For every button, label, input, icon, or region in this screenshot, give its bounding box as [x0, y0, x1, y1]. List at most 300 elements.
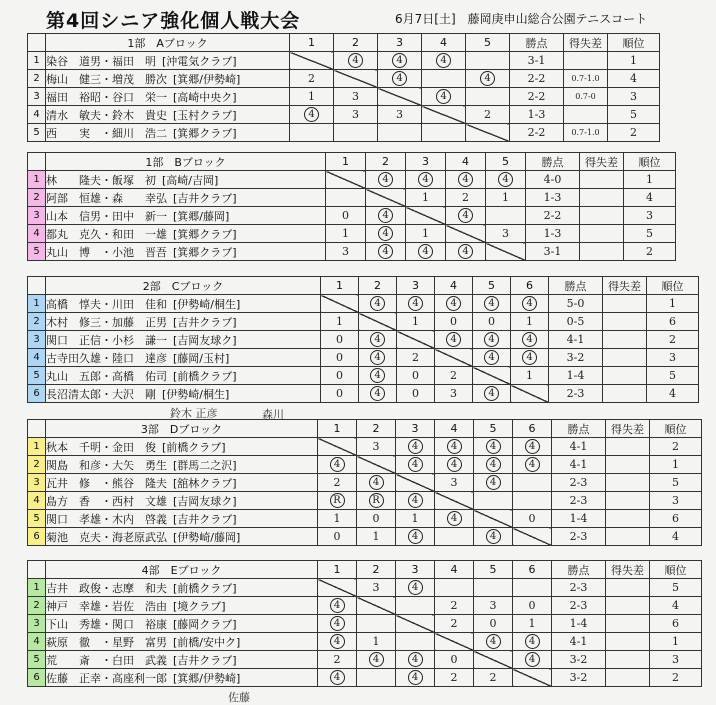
win-mark: 4: [525, 652, 540, 667]
game-difference: [580, 225, 624, 243]
block-table: [27, 276, 699, 403]
game-difference: [603, 295, 647, 313]
opponent-col-header: 2: [334, 34, 378, 52]
wins-points: 0-5: [549, 313, 603, 331]
match-result: 0: [473, 313, 511, 331]
game-difference: 0.7-1.0: [564, 124, 608, 142]
match-result: [422, 124, 466, 142]
rank: 1: [647, 295, 699, 313]
match-result: 0: [321, 349, 359, 367]
game-difference: [564, 106, 608, 124]
wins-header: 勝点: [526, 153, 580, 171]
player-names: 梅山 健三・増茂 勝次: [46, 72, 167, 86]
match-result: [474, 579, 513, 597]
player-names: 荒 斎 ・白田 武義: [46, 653, 167, 667]
wins-header: 勝点: [549, 277, 603, 295]
match-result: [474, 492, 513, 510]
win-mark: 4: [408, 493, 423, 508]
match-result: 1: [326, 225, 366, 243]
match-result: 0: [474, 615, 513, 633]
opponent-col-header: 4: [422, 34, 466, 52]
win-mark: 4: [370, 332, 385, 347]
match-result: [357, 651, 396, 669]
win-mark: R: [330, 493, 345, 508]
club-name: [伊勢崎/桐生]: [162, 387, 230, 401]
opponent-col-header: 6: [513, 561, 552, 579]
handwritten-note: 森川: [262, 408, 284, 421]
match-result: 1: [290, 88, 334, 106]
row-number: 1: [28, 295, 46, 313]
win-mark: 4: [486, 529, 501, 544]
row-number: 5: [28, 651, 46, 669]
player-names: 丸山 博 ・小池 晋吾: [46, 245, 167, 259]
corner-cell: [28, 277, 46, 295]
club-name: [箕郷クラブ]: [173, 245, 237, 259]
wins-points: 2-3: [552, 528, 606, 546]
rank: 3: [650, 492, 702, 510]
wins-points: 3-2: [552, 651, 606, 669]
row-number: 4: [28, 225, 46, 243]
self-match-cell: [513, 528, 552, 546]
match-result: [435, 510, 474, 528]
wins-points: 1-3: [526, 189, 580, 207]
pair-names: [46, 124, 290, 142]
match-result: 1: [318, 510, 357, 528]
win-mark: 4: [369, 475, 384, 490]
wins-points: 4-1: [552, 456, 606, 474]
match-result: 3: [326, 243, 366, 261]
pair-names: [46, 295, 321, 313]
win-mark: 4: [378, 172, 393, 187]
game-difference: [603, 331, 647, 349]
row-number: 1: [28, 438, 46, 456]
wins-header: 勝点: [510, 34, 564, 52]
match-result: [474, 528, 513, 546]
player-row: [28, 295, 699, 313]
pair-names: [46, 106, 290, 124]
match-result: [486, 171, 526, 189]
block-name: 3部 Dブロック: [46, 420, 318, 438]
win-mark: 4: [408, 652, 423, 667]
player-names: 阿部 恒雄・森 幸弘: [46, 191, 167, 205]
win-mark: 4: [458, 244, 473, 259]
match-result: 0: [513, 597, 552, 615]
pair-names: [46, 456, 318, 474]
player-names: 関島 和彦・大矢 勇生: [46, 458, 167, 472]
wins-points: 1-3: [526, 225, 580, 243]
win-mark: 4: [486, 634, 501, 649]
match-result: [422, 52, 466, 70]
match-result: [378, 52, 422, 70]
player-row: [28, 651, 702, 669]
self-match-cell: [396, 474, 435, 492]
player-row: [28, 189, 676, 207]
self-match-cell: [513, 669, 552, 687]
match-result: 1: [513, 615, 552, 633]
block-name: 1部 Bブロック: [46, 153, 326, 171]
match-result: [366, 243, 406, 261]
win-mark: 4: [458, 172, 473, 187]
win-mark: 4: [484, 350, 499, 365]
win-mark: 4: [408, 296, 423, 311]
win-mark: 4: [480, 71, 495, 86]
game-difference: [606, 615, 650, 633]
match-result: [397, 295, 435, 313]
rank: 1: [608, 52, 660, 70]
self-match-cell: [435, 349, 473, 367]
match-result: 0: [357, 510, 396, 528]
player-row: [28, 243, 676, 261]
self-match-cell: [357, 456, 396, 474]
self-match-cell: [397, 331, 435, 349]
match-result: [334, 124, 378, 142]
pair-names: [46, 528, 318, 546]
win-mark: 4: [392, 53, 407, 68]
match-result: 2: [435, 615, 474, 633]
self-match-cell: [473, 367, 511, 385]
win-mark: 4: [486, 475, 501, 490]
game-difference: [564, 52, 608, 70]
match-result: 2: [318, 651, 357, 669]
game-difference: 0.7-1.0: [564, 70, 608, 88]
club-name: [高崎/吉岡]: [162, 173, 219, 187]
player-row: [28, 124, 660, 142]
win-mark: 4: [525, 457, 540, 472]
row-number: 5: [28, 124, 46, 142]
match-result: [473, 349, 511, 367]
match-result: 2: [466, 106, 510, 124]
game-difference: [603, 313, 647, 331]
win-mark: 4: [330, 634, 345, 649]
win-mark: 4: [484, 332, 499, 347]
player-row: [28, 331, 699, 349]
club-name: [前橋クラブ]: [173, 581, 237, 595]
row-number: 3: [28, 88, 46, 106]
game-difference: 0.7-0: [564, 88, 608, 106]
match-result: 2: [435, 597, 474, 615]
match-result: [474, 438, 513, 456]
opponent-col-header: 1: [318, 561, 357, 579]
handwritten-note: 佐藤: [228, 691, 250, 704]
row-number: 5: [28, 243, 46, 261]
opponent-col-header: 5: [466, 34, 510, 52]
club-name: [吉井クラブ]: [173, 191, 237, 205]
player-names: 都丸 克久・和田 一雄: [46, 227, 167, 241]
match-result: [513, 456, 552, 474]
player-row: [28, 385, 699, 403]
club-name: [吉井クラブ]: [173, 653, 237, 667]
match-result: [474, 633, 513, 651]
wins-points: 3-1: [526, 243, 580, 261]
match-result: [435, 438, 474, 456]
row-number: 3: [28, 207, 46, 225]
wins-points: 2-3: [552, 597, 606, 615]
opponent-col-header: 3: [396, 420, 435, 438]
pair-names: [46, 492, 318, 510]
opponent-col-header: 4: [446, 153, 486, 171]
pair-names: [46, 510, 318, 528]
club-name: [吉井クラブ]: [173, 512, 237, 526]
match-result: 2: [435, 367, 473, 385]
club-name: [箕郷クラブ]: [173, 227, 237, 241]
player-row: [28, 171, 676, 189]
game-difference: [603, 349, 647, 367]
player-row: [28, 669, 702, 687]
match-result: [406, 243, 446, 261]
rank: 5: [624, 225, 676, 243]
self-match-cell: [334, 70, 378, 88]
opponent-col-header: 5: [473, 277, 511, 295]
match-result: [366, 207, 406, 225]
opponent-col-header: 1: [318, 420, 357, 438]
player-names: 染谷 道男・福田 明: [46, 54, 156, 68]
match-result: [513, 579, 552, 597]
opponent-col-header: 5: [486, 153, 526, 171]
player-names: 島方 香 ・西村 文雄: [46, 494, 167, 508]
row-number: 5: [28, 367, 46, 385]
rank: 1: [650, 633, 702, 651]
opponent-col-header: 3: [397, 277, 435, 295]
rank: 3: [650, 651, 702, 669]
row-number: 2: [28, 313, 46, 331]
game-difference: [606, 510, 650, 528]
wins-header: 勝点: [552, 420, 606, 438]
row-number: 5: [28, 510, 46, 528]
block-name: 4部 Eブロック: [46, 561, 318, 579]
match-result: 1: [357, 633, 396, 651]
club-name: [舘林クラブ]: [173, 476, 237, 490]
player-names: 関口 正信・小杉 謙一: [46, 333, 167, 347]
match-result: [406, 171, 446, 189]
club-name: [前橋クラブ]: [173, 369, 237, 383]
rank: 6: [647, 313, 699, 331]
player-row: [28, 474, 702, 492]
self-match-cell: [435, 633, 474, 651]
match-result: [435, 528, 474, 546]
pair-names: [46, 651, 318, 669]
wins-points: 3-2: [552, 669, 606, 687]
player-names: 秋本 千明・金田 俊: [46, 440, 156, 454]
match-result: 1: [406, 189, 446, 207]
win-mark: 4: [458, 208, 473, 223]
match-result: 0: [318, 528, 357, 546]
match-result: 3: [486, 225, 526, 243]
win-mark: 4: [522, 332, 537, 347]
win-mark: 4: [525, 634, 540, 649]
row-number: 3: [28, 331, 46, 349]
rank: 2: [624, 243, 676, 261]
pair-names: [46, 243, 326, 261]
match-result: [396, 579, 435, 597]
win-mark: 4: [522, 296, 537, 311]
win-mark: 4: [486, 457, 501, 472]
player-names: 佐藤 正幸・高座利一郎: [46, 671, 167, 685]
rank: 5: [650, 474, 702, 492]
player-names: 長沼清太郎・大沢 剛: [46, 387, 156, 401]
match-result: [446, 207, 486, 225]
match-result: [513, 633, 552, 651]
self-match-cell: [378, 88, 422, 106]
opponent-col-header: 4: [435, 420, 474, 438]
wins-points: 1-4: [549, 367, 603, 385]
self-match-cell: [422, 106, 466, 124]
block-name: 1部 Aブロック: [46, 34, 290, 52]
rank: 1: [650, 456, 702, 474]
opponent-col-header: 2: [366, 153, 406, 171]
club-name: [伊勢崎/藤岡]: [173, 530, 241, 544]
game-difference: [606, 597, 650, 615]
win-mark: 4: [408, 439, 423, 454]
wins-points: 2-3: [549, 385, 603, 403]
match-result: [513, 474, 552, 492]
opponent-col-header: 5: [474, 420, 513, 438]
pair-names: [46, 313, 321, 331]
row-number: 2: [28, 456, 46, 474]
corner-cell: [28, 34, 46, 52]
game-difference: [606, 492, 650, 510]
corner-cell: [28, 420, 46, 438]
player-row: [28, 492, 702, 510]
wins-points: 3-2: [549, 349, 603, 367]
match-result: [513, 651, 552, 669]
match-result: 2: [318, 474, 357, 492]
match-result: [357, 492, 396, 510]
match-result: [473, 295, 511, 313]
opponent-col-header: 4: [435, 277, 473, 295]
pair-names: [46, 669, 318, 687]
match-result: [290, 106, 334, 124]
opponent-col-header: 2: [357, 420, 396, 438]
self-match-cell: [359, 313, 397, 331]
match-result: [318, 597, 357, 615]
wins-points: 1-4: [552, 510, 606, 528]
pair-names: [46, 633, 318, 651]
self-match-cell: [474, 651, 513, 669]
rank: 5: [650, 579, 702, 597]
opponent-col-header: 3: [406, 153, 446, 171]
player-row: [28, 52, 660, 70]
diff-header: 得失差: [606, 561, 650, 579]
diff-header: 得失差: [606, 420, 650, 438]
match-result: [359, 367, 397, 385]
player-row: [28, 367, 699, 385]
wins-points: 1-3: [510, 106, 564, 124]
match-result: [435, 295, 473, 313]
game-difference: [606, 456, 650, 474]
row-number: 4: [28, 349, 46, 367]
corner-cell: [28, 153, 46, 171]
win-mark: 4: [369, 652, 384, 667]
match-result: [359, 295, 397, 313]
player-names: 吉井 政俊・志摩 和夫: [46, 581, 167, 595]
player-names: 萩原 徹 ・星野 富男: [46, 635, 167, 649]
match-result: [359, 385, 397, 403]
match-result: [396, 669, 435, 687]
club-name: [群馬二之沢]: [173, 458, 237, 472]
player-row: [28, 456, 702, 474]
wins-points: 4-1: [552, 633, 606, 651]
match-result: [396, 438, 435, 456]
player-row: [28, 615, 702, 633]
match-result: [474, 474, 513, 492]
match-result: [435, 579, 474, 597]
match-result: 2: [446, 189, 486, 207]
rank-header: 順位: [624, 153, 676, 171]
block-table: [27, 152, 676, 261]
win-mark: 4: [486, 439, 501, 454]
rank: 4: [608, 70, 660, 88]
match-result: 0: [397, 385, 435, 403]
match-result: 0: [397, 367, 435, 385]
rank: 2: [647, 331, 699, 349]
rank: 3: [647, 349, 699, 367]
match-result: 3: [357, 579, 396, 597]
match-result: 1: [511, 313, 549, 331]
rank: 4: [650, 597, 702, 615]
win-mark: 4: [446, 332, 461, 347]
win-mark: 4: [304, 107, 319, 122]
player-names: 山本 信男・田中 新一: [46, 209, 167, 223]
block-name: 2部 Cブロック: [46, 277, 321, 295]
rank-header: 順位: [650, 420, 702, 438]
rank-header: 順位: [608, 34, 660, 52]
match-result: [318, 492, 357, 510]
club-name: [箕郷クラブ]: [173, 126, 237, 140]
diff-header: 得失差: [580, 153, 624, 171]
wins-points: 2-3: [552, 474, 606, 492]
match-result: [511, 349, 549, 367]
match-result: [318, 456, 357, 474]
match-result: 0: [435, 651, 474, 669]
self-match-cell: [474, 510, 513, 528]
game-difference: [606, 528, 650, 546]
self-match-cell: [357, 597, 396, 615]
wins-points: 2-2: [510, 70, 564, 88]
self-match-cell: [290, 52, 334, 70]
win-mark: 4: [370, 386, 385, 401]
win-mark: 4: [330, 670, 345, 685]
match-result: [513, 492, 552, 510]
win-mark: 4: [348, 53, 363, 68]
match-result: [318, 669, 357, 687]
player-names: 瓦井 修 ・熊谷 隆夫: [46, 476, 167, 490]
pair-names: [46, 331, 321, 349]
wins-header: 勝点: [552, 561, 606, 579]
rank: 2: [650, 438, 702, 456]
win-mark: 4: [484, 296, 499, 311]
win-mark: R: [369, 493, 384, 508]
wins-points: 2-3: [552, 492, 606, 510]
win-mark: 4: [418, 244, 433, 259]
opponent-col-header: 6: [511, 277, 549, 295]
game-difference: [580, 189, 624, 207]
club-name: [前橋クラブ]: [162, 440, 226, 454]
game-difference: [606, 579, 650, 597]
win-mark: 4: [522, 350, 537, 365]
row-number: 6: [28, 528, 46, 546]
corner-cell: [28, 561, 46, 579]
match-result: 0: [513, 510, 552, 528]
match-result: 1: [397, 313, 435, 331]
row-number: 3: [28, 474, 46, 492]
club-name: [吉井クラブ]: [173, 315, 237, 329]
self-match-cell: [406, 207, 446, 225]
self-match-cell: [318, 438, 357, 456]
match-result: 3: [334, 88, 378, 106]
player-row: [28, 633, 702, 651]
player-names: 清水 敏夫・鈴木 貴史: [46, 108, 167, 122]
club-name: [吉岡友球ク]: [173, 494, 237, 508]
